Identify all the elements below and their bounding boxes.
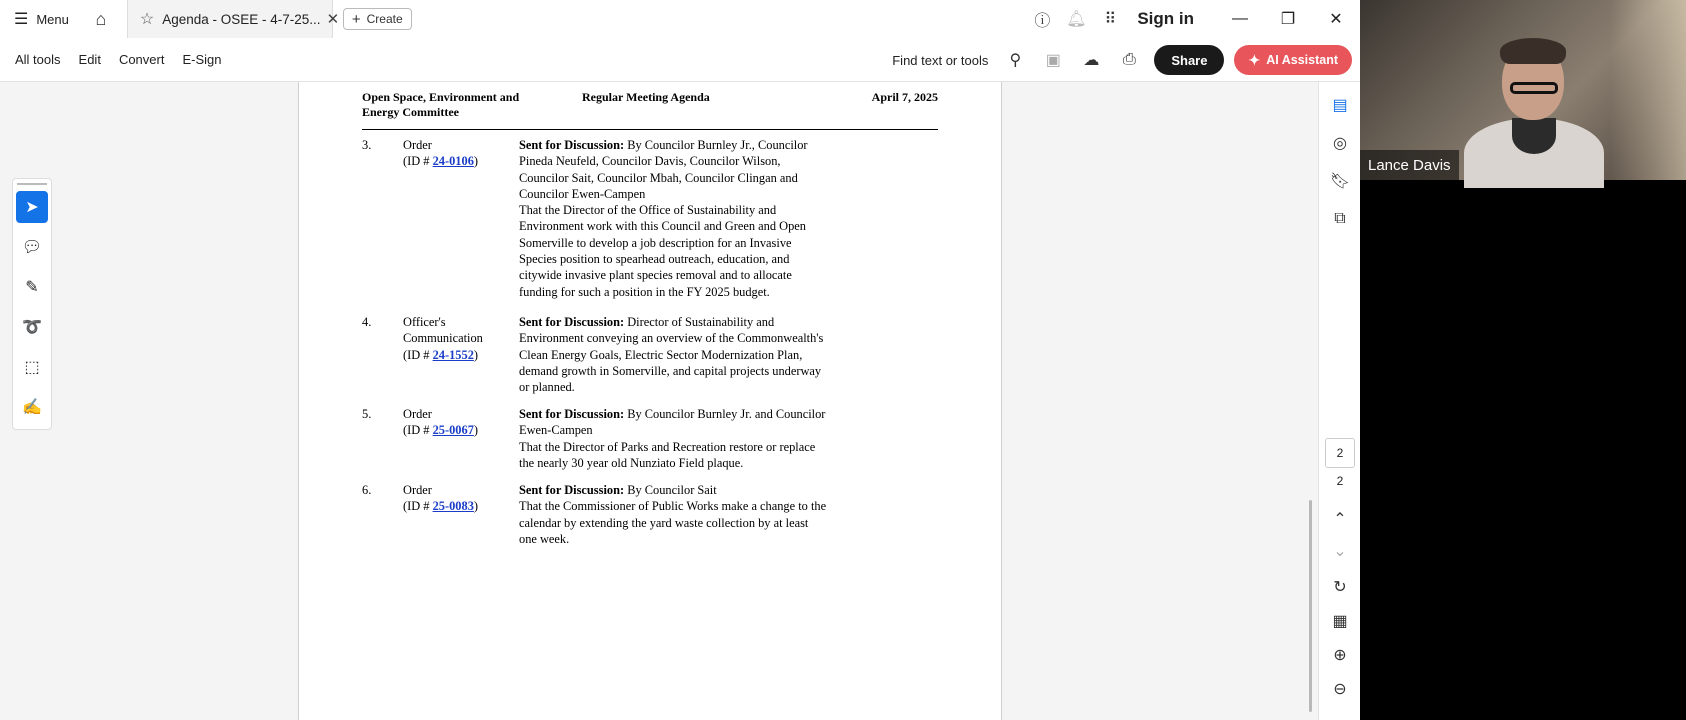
id-suffix: ) [473, 499, 479, 514]
close-window-icon[interactable]: ✕ [1329, 11, 1343, 28]
agenda-header [362, 90, 938, 130]
agenda-item [362, 406, 938, 472]
comment-tool-icon[interactable]: 💬︎ [21, 239, 43, 256]
item-body: That the Director of Parks and Recreation restore or replace the nearly 30 year old Nunziato Field plaque. [519, 439, 816, 470]
create-label: Create [366, 12, 403, 26]
select-tool-icon[interactable]: ➤ [16, 191, 48, 223]
item-id-line [403, 422, 513, 438]
item-number: 6. [362, 483, 372, 497]
participant-collar [1512, 118, 1556, 154]
item-description [519, 314, 829, 395]
convert-menu[interactable]: Convert [118, 52, 165, 67]
item-type [403, 406, 513, 439]
agenda-date: April 7, 2025 [871, 90, 938, 104]
toolbar-right [892, 38, 1352, 82]
item-id-link[interactable]: 25-0083 [432, 499, 474, 514]
ai-summary-icon[interactable]: ▤ [1332, 97, 1348, 114]
item-id-link[interactable]: 24-1552 [432, 347, 474, 362]
close-tab-icon[interactable]: ✕ [326, 11, 340, 28]
participant-hair [1500, 38, 1566, 64]
agenda-item [362, 137, 938, 313]
plus-icon: + [351, 10, 361, 28]
pages-icon[interactable]: ⧉ [1334, 210, 1346, 227]
save-icon[interactable]: ▣ [1045, 52, 1061, 69]
item-body: That the Director of the Office of Sustainability and Environment work with this Council and Green and Open Somerville to develop a job description for an Invasive Species position to spearhead outreach, education, and citywide invasive plant species removal and to allocate funding for such a position in the FY 2025 budget. [519, 203, 806, 299]
esign-menu[interactable]: E-Sign [182, 52, 222, 67]
item-type-label: Order [403, 407, 432, 421]
create-button[interactable] [343, 8, 412, 30]
id-prefix: (ID # [403, 347, 433, 362]
rail-grip[interactable] [17, 183, 47, 185]
all-tools-menu[interactable]: All tools [15, 52, 61, 67]
agenda-title: Regular Meeting Agenda [582, 90, 710, 104]
title-bar [0, 0, 1360, 38]
sent-label: Sent for Discussion: [519, 138, 625, 152]
apps-grid-icon[interactable]: ⠿ [1104, 11, 1117, 28]
menu-button[interactable] [0, 0, 83, 38]
item-type-label: Order [403, 483, 432, 497]
sign-tool-icon[interactable]: ✍ [22, 399, 42, 416]
description-text: Director of Sustainability and Environment conveying an overview of the Commonwealth's Clean Energy Goals, Electric Sector Modernization Plan, demand growth in Somerville, and capital projects underway or planned. [519, 315, 824, 395]
share-button[interactable]: Share [1154, 45, 1224, 75]
item-type-label: Officer's [403, 315, 446, 329]
zoom-out-icon[interactable]: ⊖ [1333, 681, 1347, 698]
find-label[interactable]: Find text or tools [892, 52, 989, 68]
highlight-pen-icon[interactable]: ✎ [25, 279, 39, 296]
committee-name: Open Space, Environment and Energy Committee [362, 90, 520, 119]
item-number: 3. [362, 138, 372, 152]
home-button[interactable] [83, 0, 119, 38]
notifications-icon[interactable]: 🔔︎ [1066, 11, 1087, 28]
id-prefix: (ID # [403, 499, 433, 514]
item-type-label: Order [403, 138, 432, 152]
item-number: 4. [362, 315, 372, 329]
search-icon[interactable]: ⚲ [1009, 52, 1022, 69]
item-type-label-2: Communication [403, 331, 483, 346]
total-pages: 2 [1336, 474, 1344, 488]
ai-assistant-icon: ✦ [1248, 51, 1261, 68]
item-body: That the Commissioner of Public Works make a change to the calendar by extending the yard waste collection by at least one week. [519, 499, 827, 546]
participant-glasses [1510, 82, 1558, 94]
item-number: 5. [362, 407, 372, 421]
document-tab[interactable] [127, 0, 340, 38]
sent-label: Sent for Discussion: [519, 407, 625, 421]
item-description [519, 137, 829, 300]
menu-label: Menu [36, 11, 69, 27]
comments-panel-icon[interactable]: ◎ [1333, 135, 1347, 152]
agenda-item [362, 314, 938, 394]
titlebar-right [1025, 0, 1360, 38]
chevron-down-icon[interactable]: ⌄ [1333, 543, 1347, 560]
text-select-icon[interactable]: ⬚ [24, 359, 40, 376]
document-viewer[interactable] [0, 82, 1318, 720]
id-prefix: (ID # [403, 154, 433, 169]
pdf-page [298, 82, 1002, 720]
left-tool-rail [12, 178, 52, 430]
sign-in-link[interactable]: Sign in [1137, 9, 1194, 28]
participant-name-label: Lance Davis [1360, 150, 1459, 180]
zoom-in-icon[interactable]: ⊕ [1333, 647, 1347, 664]
tab-title: Agenda - OSEE - 4-7-25... [162, 11, 321, 27]
draw-lasso-icon[interactable]: ➰ [22, 319, 42, 336]
print-icon[interactable]: ⎙ [1122, 51, 1136, 68]
current-page-input[interactable]: 2 [1325, 438, 1355, 468]
vertical-scrollbar[interactable] [1309, 500, 1312, 712]
minimize-icon[interactable]: — [1232, 10, 1248, 27]
item-id-link[interactable]: 24-0106 [432, 154, 474, 169]
home-icon: ⌂ [95, 8, 107, 29]
id-prefix: (ID # [403, 423, 433, 438]
id-suffix: ) [473, 347, 479, 362]
item-type [403, 137, 513, 170]
bookmark-icon[interactable]: 🔖︎ [1329, 173, 1351, 190]
chevron-up-icon[interactable]: ⌃ [1333, 511, 1347, 528]
edit-menu[interactable]: Edit [78, 52, 101, 67]
item-id-line [403, 153, 513, 169]
restore-icon[interactable]: ❐ [1280, 11, 1296, 28]
rotate-icon[interactable]: ↻ [1333, 579, 1347, 596]
item-type [403, 314, 513, 363]
item-description [519, 482, 829, 547]
hamburger-icon: ☰ [14, 11, 29, 28]
main-toolbar [0, 38, 1360, 82]
page-fit-icon[interactable]: ▦ [1332, 613, 1348, 630]
item-id-link[interactable]: 25-0067 [432, 423, 474, 438]
star-icon[interactable]: ☆ [139, 11, 155, 28]
ai-assistant-button[interactable] [1234, 45, 1352, 75]
id-suffix: ) [473, 154, 479, 169]
window-light [1610, 0, 1686, 180]
help-icon[interactable]: ⓘ [1034, 12, 1051, 30]
sponsors-text: By Councilor Sait [624, 483, 717, 497]
upload-cloud-icon[interactable]: ☁ [1083, 52, 1100, 69]
item-type [403, 482, 513, 515]
sponsors-text: By Councilor Burnley Jr. and Councilor Ewen-Campen [519, 407, 826, 438]
sponsors-text: By Councilor Burnley Jr., Councilor Pineda Neufeld, Councilor Davis, Councilor Wilson, Councilor Sait, Councilor Mbah, Councilor Clingan and Councilor Ewen-Campen [519, 138, 808, 201]
item-description [519, 406, 829, 471]
item-id-line [403, 498, 513, 514]
id-suffix: ) [473, 423, 479, 438]
sent-label: Sent for Discussion: [519, 315, 625, 329]
right-side-panel [1318, 82, 1360, 720]
ai-assistant-label: AI Assistant [1266, 53, 1338, 67]
item-id-line [403, 347, 513, 363]
agenda-item [362, 482, 938, 548]
sent-label: Sent for Discussion: [519, 483, 625, 497]
